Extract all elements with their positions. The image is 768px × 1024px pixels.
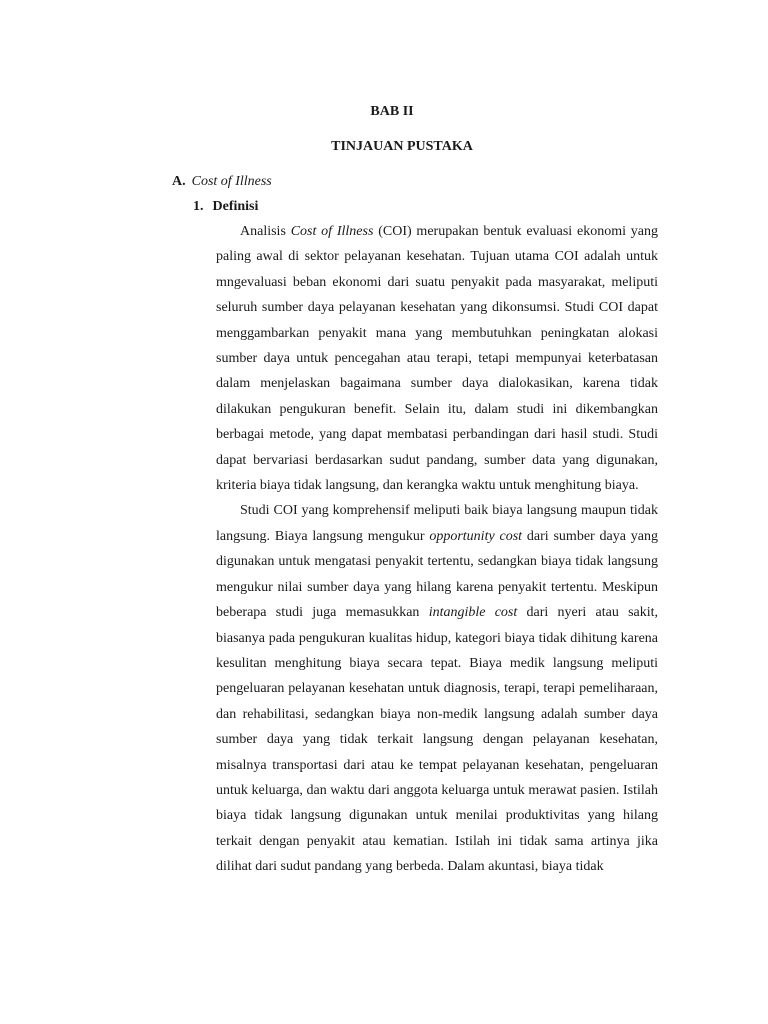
section-title: Cost of Illness <box>191 174 272 189</box>
text-run: Studi COI yang komprehensif meliputi baik biaya langsung maupun tidak langsung. Biaya langsung mengukur <box>216 503 658 544</box>
text-run: Analisis <box>240 224 291 239</box>
text-run: dari sumber daya yang digunakan untuk mengatasi penyakit tertentu, sedangkan biaya tidak langsung mengukur nilai sumber daya yang hilang karena penyakit tertentu. Meskipun beberapa studi juga memasukkan <box>216 528 658 621</box>
chapter-number: BAB II <box>370 104 414 119</box>
paragraph <box>216 219 658 498</box>
text-run: (COI) merupakan bentuk evaluasi ekonomi yang paling awal di sektor pelayanan kesehatan. Tujuan utama COI adalah untuk mngevaluasi beban ekonomi dari suatu penyakit pada masyarakat, meliputi seluruh sumber daya pelayanan kesehatan yang dikonsumsi. Studi COI dapat menggambarkan penyakit mana yang membutuhkan peningkatan alokasi sumber daya untuk pencegahan atau terapi, tetapi mempunyai keterbatasan dalam menjelaskan bagaimana sumber daya dialokasikan, karena tidak dilakukan pengukuran benefit. Selain itu, dalam studi ini dikembangkan berbagai metode, yang dapat membatasi perbandingan dari hasil studi. Studi dapat bervariasi berdasarkan sudut pandang, sumber data yang digunakan, kriteria biaya tidak langsung, dan kerangka waktu untuk menghitung biaya. <box>216 224 658 494</box>
section-heading <box>172 174 272 190</box>
text-run-italic: intangible cost <box>428 605 518 621</box>
section-marker: A. <box>172 174 186 189</box>
subsection-heading <box>193 199 258 215</box>
chapter-title: TINJAUAN PUSTAKA <box>331 139 473 154</box>
text-run-italic: opportunity cost <box>429 528 523 544</box>
paragraph <box>216 498 658 879</box>
body-text <box>216 219 658 880</box>
text-run-italic: Cost of Illness <box>290 224 374 239</box>
subsection-marker: 1. <box>193 199 204 214</box>
text-run: dari nyeri atau sakit, biasanya pada pengukuran kualitas hidup, kategori biaya tidak dihitung karena kesulitan menghitung biaya secara tepat. Biaya medik langsung meliputi pengeluaran pelayanan kesehatan untuk diagnosis, terapi, terapi pemeliharaan, dan rehabilitasi, sedangkan biaya non-medik langsung adalah sumber daya sumber daya yang tidak terkait langsung dengan pelayanan kesehatan, misalnya transportasi dari atau ke tempat pelayanan kesehatan, pengeluaran untuk keluarga, dan waktu dari anggota keluarga untuk merawat pasien. Istilah biaya tidak langsung digunakan untuk menilai produktivitas yang hilang terkait dengan penyakit atau kematian. Istilah ini tidak sama artinya jika dilihat dari sudut pandang yang berbeda. Dalam akuntasi, biaya tidak <box>216 605 659 875</box>
subsection-title: Definisi <box>212 199 259 214</box>
